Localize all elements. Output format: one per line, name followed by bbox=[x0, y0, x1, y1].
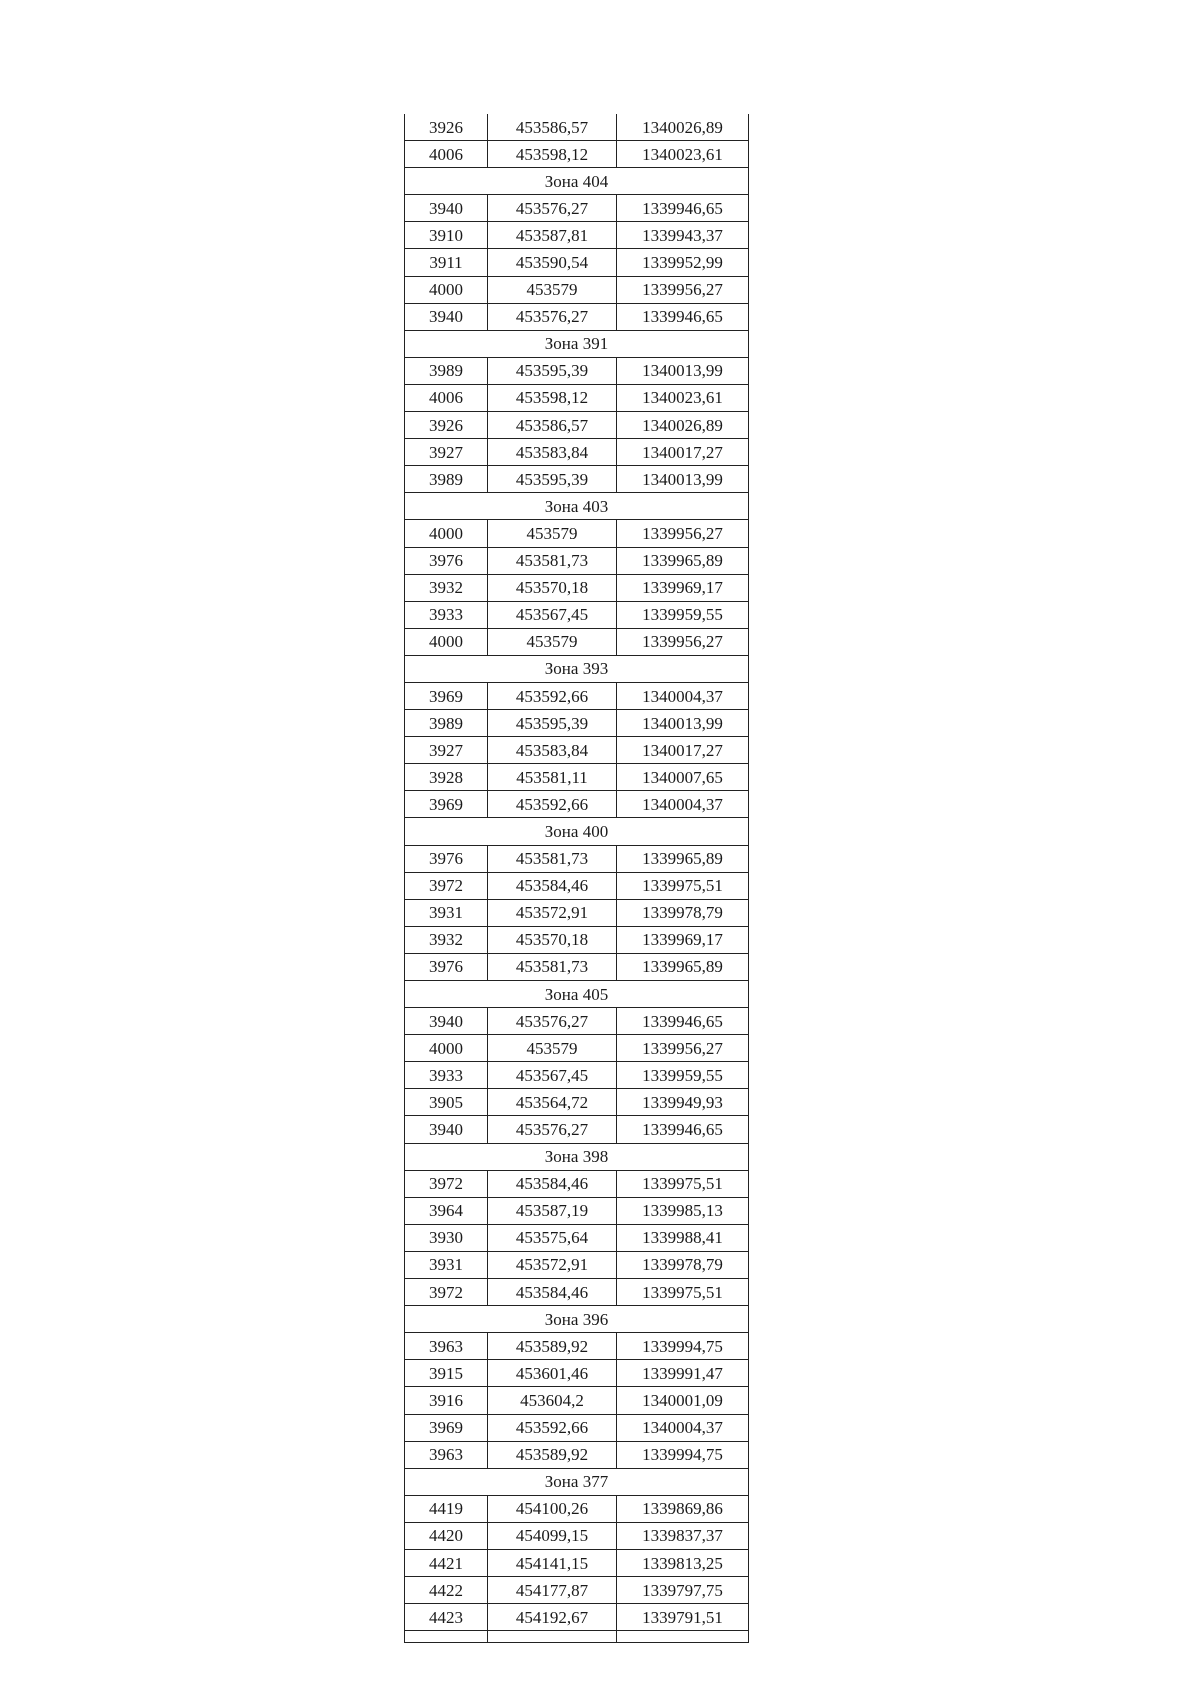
table-row bbox=[405, 1441, 749, 1468]
table-row bbox=[405, 1224, 749, 1251]
point-number-cell: 4006 bbox=[405, 384, 488, 411]
y-coordinate-cell: 1339791,51 bbox=[617, 1604, 749, 1631]
y-coordinate-cell: 1340007,65 bbox=[617, 764, 749, 791]
point-number-cell: 4420 bbox=[405, 1522, 488, 1549]
table-row bbox=[405, 1414, 749, 1441]
point-number-cell: 4421 bbox=[405, 1549, 488, 1576]
y-coordinate-cell: 1340026,89 bbox=[617, 412, 749, 439]
y-coordinate-cell: 1339978,79 bbox=[617, 899, 749, 926]
point-number-cell: 3969 bbox=[405, 791, 488, 818]
y-coordinate-cell: 1340026,89 bbox=[617, 114, 749, 141]
x-coordinate-cell: 453584,46 bbox=[488, 872, 617, 899]
x-coordinate-cell: 453595,39 bbox=[488, 710, 617, 737]
y-coordinate-cell: 1339978,79 bbox=[617, 1251, 749, 1278]
x-coordinate-cell: 453595,39 bbox=[488, 466, 617, 493]
y-coordinate-cell: 1339797,75 bbox=[617, 1577, 749, 1604]
y-coordinate-cell: 1339975,51 bbox=[617, 1170, 749, 1197]
x-coordinate-cell: 453583,84 bbox=[488, 737, 617, 764]
table-row bbox=[405, 249, 749, 276]
x-coordinate-cell: 453581,11 bbox=[488, 764, 617, 791]
y-coordinate-cell: 1339969,17 bbox=[617, 574, 749, 601]
x-coordinate-cell: 453592,66 bbox=[488, 791, 617, 818]
y-coordinate-cell: 1339949,93 bbox=[617, 1089, 749, 1116]
y-coordinate-cell: 1339975,51 bbox=[617, 1279, 749, 1306]
y-coordinate-cell: 1339985,13 bbox=[617, 1197, 749, 1224]
point-number-cell: 3932 bbox=[405, 574, 488, 601]
point-number-cell: 3931 bbox=[405, 899, 488, 926]
table-row bbox=[405, 601, 749, 628]
table-row bbox=[405, 412, 749, 439]
point-number-cell: 3915 bbox=[405, 1360, 488, 1387]
x-coordinate-cell: 453581,73 bbox=[488, 953, 617, 980]
y-coordinate-cell: 1339965,89 bbox=[617, 953, 749, 980]
point-number-cell: 3931 bbox=[405, 1251, 488, 1278]
point-number-cell: 3940 bbox=[405, 1116, 488, 1143]
y-coordinate-cell: 1339994,75 bbox=[617, 1441, 749, 1468]
x-coordinate-cell: 453587,19 bbox=[488, 1197, 617, 1224]
y-coordinate-cell: 1340023,61 bbox=[617, 141, 749, 168]
point-number-cell: 3989 bbox=[405, 710, 488, 737]
table-row bbox=[405, 737, 749, 764]
x-coordinate-cell: 453589,92 bbox=[488, 1441, 617, 1468]
zone-header-row bbox=[405, 168, 749, 195]
zone-label: Зона 403 bbox=[405, 493, 749, 520]
x-coordinate-cell: 453592,66 bbox=[488, 1414, 617, 1441]
x-coordinate-cell: 453604,2 bbox=[488, 1387, 617, 1414]
point-number-cell: 4423 bbox=[405, 1604, 488, 1631]
table-row bbox=[405, 1062, 749, 1089]
point-number-cell: 3933 bbox=[405, 601, 488, 628]
point-number-cell: 3976 bbox=[405, 845, 488, 872]
x-coordinate-cell: 453598,12 bbox=[488, 141, 617, 168]
table-row bbox=[405, 764, 749, 791]
x-coordinate-cell: 453576,27 bbox=[488, 303, 617, 330]
point-number-cell: 4000 bbox=[405, 628, 488, 655]
x-coordinate-cell: 453579 bbox=[488, 520, 617, 547]
x-coordinate-cell: 453576,27 bbox=[488, 195, 617, 222]
y-coordinate-cell: 1339975,51 bbox=[617, 872, 749, 899]
table-row bbox=[405, 1387, 749, 1414]
table-row bbox=[405, 710, 749, 737]
zone-header-row bbox=[405, 655, 749, 682]
point-number-cell: 3976 bbox=[405, 953, 488, 980]
point-number-cell: 3928 bbox=[405, 764, 488, 791]
y-coordinate-cell: 1339956,27 bbox=[617, 520, 749, 547]
point-number-cell: 3969 bbox=[405, 1414, 488, 1441]
y-coordinate-cell: 1339969,17 bbox=[617, 926, 749, 953]
x-coordinate-cell bbox=[488, 1631, 617, 1643]
x-coordinate-cell: 453584,46 bbox=[488, 1279, 617, 1306]
table-row bbox=[405, 1333, 749, 1360]
x-coordinate-cell: 453579 bbox=[488, 1035, 617, 1062]
y-coordinate-cell: 1340013,99 bbox=[617, 710, 749, 737]
zone-header-row bbox=[405, 1143, 749, 1170]
table-row bbox=[405, 439, 749, 466]
y-coordinate-cell: 1339956,27 bbox=[617, 276, 749, 303]
x-coordinate-cell: 453587,81 bbox=[488, 222, 617, 249]
y-coordinate-cell: 1339965,89 bbox=[617, 547, 749, 574]
x-coordinate-cell: 453586,57 bbox=[488, 412, 617, 439]
table-row bbox=[405, 1604, 749, 1631]
x-coordinate-cell: 454192,67 bbox=[488, 1604, 617, 1631]
table-row bbox=[405, 1549, 749, 1576]
table-row bbox=[405, 953, 749, 980]
y-coordinate-cell: 1340013,99 bbox=[617, 357, 749, 384]
point-number-cell: 3963 bbox=[405, 1441, 488, 1468]
table-row bbox=[405, 872, 749, 899]
y-coordinate-cell: 1339946,65 bbox=[617, 195, 749, 222]
point-number-cell: 3976 bbox=[405, 547, 488, 574]
table-row bbox=[405, 926, 749, 953]
y-coordinate-cell: 1339943,37 bbox=[617, 222, 749, 249]
y-coordinate-cell: 1339988,41 bbox=[617, 1224, 749, 1251]
table-row bbox=[405, 574, 749, 601]
x-coordinate-cell: 453583,84 bbox=[488, 439, 617, 466]
y-coordinate-cell: 1340023,61 bbox=[617, 384, 749, 411]
table-row bbox=[405, 1197, 749, 1224]
point-number-cell: 3963 bbox=[405, 1333, 488, 1360]
y-coordinate-cell: 1339994,75 bbox=[617, 1333, 749, 1360]
point-number-cell: 3927 bbox=[405, 737, 488, 764]
table-row bbox=[405, 1116, 749, 1143]
table-row bbox=[405, 1251, 749, 1278]
zone-header-row bbox=[405, 981, 749, 1008]
table-row bbox=[405, 141, 749, 168]
table-row bbox=[405, 357, 749, 384]
y-coordinate-cell: 1339959,55 bbox=[617, 1062, 749, 1089]
x-coordinate-cell: 453576,27 bbox=[488, 1116, 617, 1143]
table-row bbox=[405, 628, 749, 655]
y-coordinate-cell: 1340017,27 bbox=[617, 439, 749, 466]
point-number-cell: 3910 bbox=[405, 222, 488, 249]
point-number-cell bbox=[405, 1631, 488, 1643]
x-coordinate-cell: 453564,72 bbox=[488, 1089, 617, 1116]
x-coordinate-cell: 454099,15 bbox=[488, 1522, 617, 1549]
point-number-cell: 3972 bbox=[405, 872, 488, 899]
zone-header-row bbox=[405, 1468, 749, 1495]
table-row bbox=[405, 466, 749, 493]
table-row bbox=[405, 303, 749, 330]
x-coordinate-cell: 453570,18 bbox=[488, 926, 617, 953]
y-coordinate-cell bbox=[617, 1631, 749, 1643]
x-coordinate-cell: 453567,45 bbox=[488, 601, 617, 628]
table-row bbox=[405, 899, 749, 926]
zone-label: Зона 377 bbox=[405, 1468, 749, 1495]
point-number-cell: 3911 bbox=[405, 249, 488, 276]
point-number-cell: 3969 bbox=[405, 682, 488, 709]
zone-label: Зона 400 bbox=[405, 818, 749, 845]
table-row bbox=[405, 547, 749, 574]
y-coordinate-cell: 1339813,25 bbox=[617, 1549, 749, 1576]
table-row bbox=[405, 520, 749, 547]
table-row bbox=[405, 791, 749, 818]
y-coordinate-cell: 1339991,47 bbox=[617, 1360, 749, 1387]
zone-label: Зона 393 bbox=[405, 655, 749, 682]
table-row bbox=[405, 195, 749, 222]
x-coordinate-cell: 453589,92 bbox=[488, 1333, 617, 1360]
x-coordinate-cell: 453595,39 bbox=[488, 357, 617, 384]
zone-header-row bbox=[405, 493, 749, 520]
y-coordinate-cell: 1339946,65 bbox=[617, 1008, 749, 1035]
point-number-cell: 3932 bbox=[405, 926, 488, 953]
point-number-cell: 3926 bbox=[405, 114, 488, 141]
point-number-cell: 3927 bbox=[405, 439, 488, 466]
y-coordinate-cell: 1339952,99 bbox=[617, 249, 749, 276]
x-coordinate-cell: 453576,27 bbox=[488, 1008, 617, 1035]
x-coordinate-cell: 454100,26 bbox=[488, 1495, 617, 1522]
table-row bbox=[405, 845, 749, 872]
y-coordinate-cell: 1340004,37 bbox=[617, 791, 749, 818]
x-coordinate-cell: 453581,73 bbox=[488, 547, 617, 574]
point-number-cell: 3926 bbox=[405, 412, 488, 439]
x-coordinate-cell: 453572,91 bbox=[488, 899, 617, 926]
y-coordinate-cell: 1340004,37 bbox=[617, 1414, 749, 1441]
table-row bbox=[405, 1360, 749, 1387]
zone-header-row bbox=[405, 1306, 749, 1333]
x-coordinate-cell: 453572,91 bbox=[488, 1251, 617, 1278]
y-coordinate-cell: 1339959,55 bbox=[617, 601, 749, 628]
zone-label: Зона 391 bbox=[405, 330, 749, 357]
x-coordinate-cell: 454177,87 bbox=[488, 1577, 617, 1604]
point-number-cell: 4000 bbox=[405, 1035, 488, 1062]
point-number-cell: 3933 bbox=[405, 1062, 488, 1089]
point-number-cell: 4422 bbox=[405, 1577, 488, 1604]
zone-header-row bbox=[405, 330, 749, 357]
y-coordinate-cell: 1339965,89 bbox=[617, 845, 749, 872]
x-coordinate-cell: 453601,46 bbox=[488, 1360, 617, 1387]
table-row bbox=[405, 222, 749, 249]
point-number-cell: 3989 bbox=[405, 357, 488, 384]
table-row bbox=[405, 1522, 749, 1549]
blank-row bbox=[405, 1631, 749, 1643]
point-number-cell: 4000 bbox=[405, 276, 488, 303]
table-row bbox=[405, 1170, 749, 1197]
x-coordinate-cell: 453581,73 bbox=[488, 845, 617, 872]
zone-label: Зона 398 bbox=[405, 1143, 749, 1170]
point-number-cell: 3964 bbox=[405, 1197, 488, 1224]
point-number-cell: 4419 bbox=[405, 1495, 488, 1522]
x-coordinate-cell: 454141,15 bbox=[488, 1549, 617, 1576]
coordinates-table-body bbox=[405, 114, 749, 1643]
zone-label: Зона 405 bbox=[405, 981, 749, 1008]
table-row bbox=[405, 1035, 749, 1062]
table-row bbox=[405, 384, 749, 411]
table-row bbox=[405, 1008, 749, 1035]
y-coordinate-cell: 1339837,37 bbox=[617, 1522, 749, 1549]
table-row bbox=[405, 1279, 749, 1306]
x-coordinate-cell: 453575,64 bbox=[488, 1224, 617, 1251]
table-row bbox=[405, 682, 749, 709]
y-coordinate-cell: 1339956,27 bbox=[617, 1035, 749, 1062]
point-number-cell: 3940 bbox=[405, 1008, 488, 1035]
point-number-cell: 3972 bbox=[405, 1279, 488, 1306]
x-coordinate-cell: 453584,46 bbox=[488, 1170, 617, 1197]
point-number-cell: 4000 bbox=[405, 520, 488, 547]
y-coordinate-cell: 1340004,37 bbox=[617, 682, 749, 709]
table-row bbox=[405, 114, 749, 141]
x-coordinate-cell: 453579 bbox=[488, 628, 617, 655]
y-coordinate-cell: 1339946,65 bbox=[617, 303, 749, 330]
y-coordinate-cell: 1339946,65 bbox=[617, 1116, 749, 1143]
y-coordinate-cell: 1339869,86 bbox=[617, 1495, 749, 1522]
table-row bbox=[405, 1089, 749, 1116]
x-coordinate-cell: 453590,54 bbox=[488, 249, 617, 276]
point-number-cell: 3989 bbox=[405, 466, 488, 493]
x-coordinate-cell: 453579 bbox=[488, 276, 617, 303]
y-coordinate-cell: 1340001,09 bbox=[617, 1387, 749, 1414]
y-coordinate-cell: 1340013,99 bbox=[617, 466, 749, 493]
x-coordinate-cell: 453567,45 bbox=[488, 1062, 617, 1089]
point-number-cell: 3972 bbox=[405, 1170, 488, 1197]
point-number-cell: 3905 bbox=[405, 1089, 488, 1116]
x-coordinate-cell: 453592,66 bbox=[488, 682, 617, 709]
y-coordinate-cell: 1339956,27 bbox=[617, 628, 749, 655]
table-row bbox=[405, 1495, 749, 1522]
zone-label: Зона 404 bbox=[405, 168, 749, 195]
point-number-cell: 4006 bbox=[405, 141, 488, 168]
point-number-cell: 3940 bbox=[405, 303, 488, 330]
point-number-cell: 3940 bbox=[405, 195, 488, 222]
point-number-cell: 3930 bbox=[405, 1224, 488, 1251]
x-coordinate-cell: 453586,57 bbox=[488, 114, 617, 141]
zone-label: Зона 396 bbox=[405, 1306, 749, 1333]
coordinates-table bbox=[404, 114, 749, 1643]
x-coordinate-cell: 453570,18 bbox=[488, 574, 617, 601]
point-number-cell: 3916 bbox=[405, 1387, 488, 1414]
table-row bbox=[405, 276, 749, 303]
zone-header-row bbox=[405, 818, 749, 845]
y-coordinate-cell: 1340017,27 bbox=[617, 737, 749, 764]
x-coordinate-cell: 453598,12 bbox=[488, 384, 617, 411]
table-row bbox=[405, 1577, 749, 1604]
